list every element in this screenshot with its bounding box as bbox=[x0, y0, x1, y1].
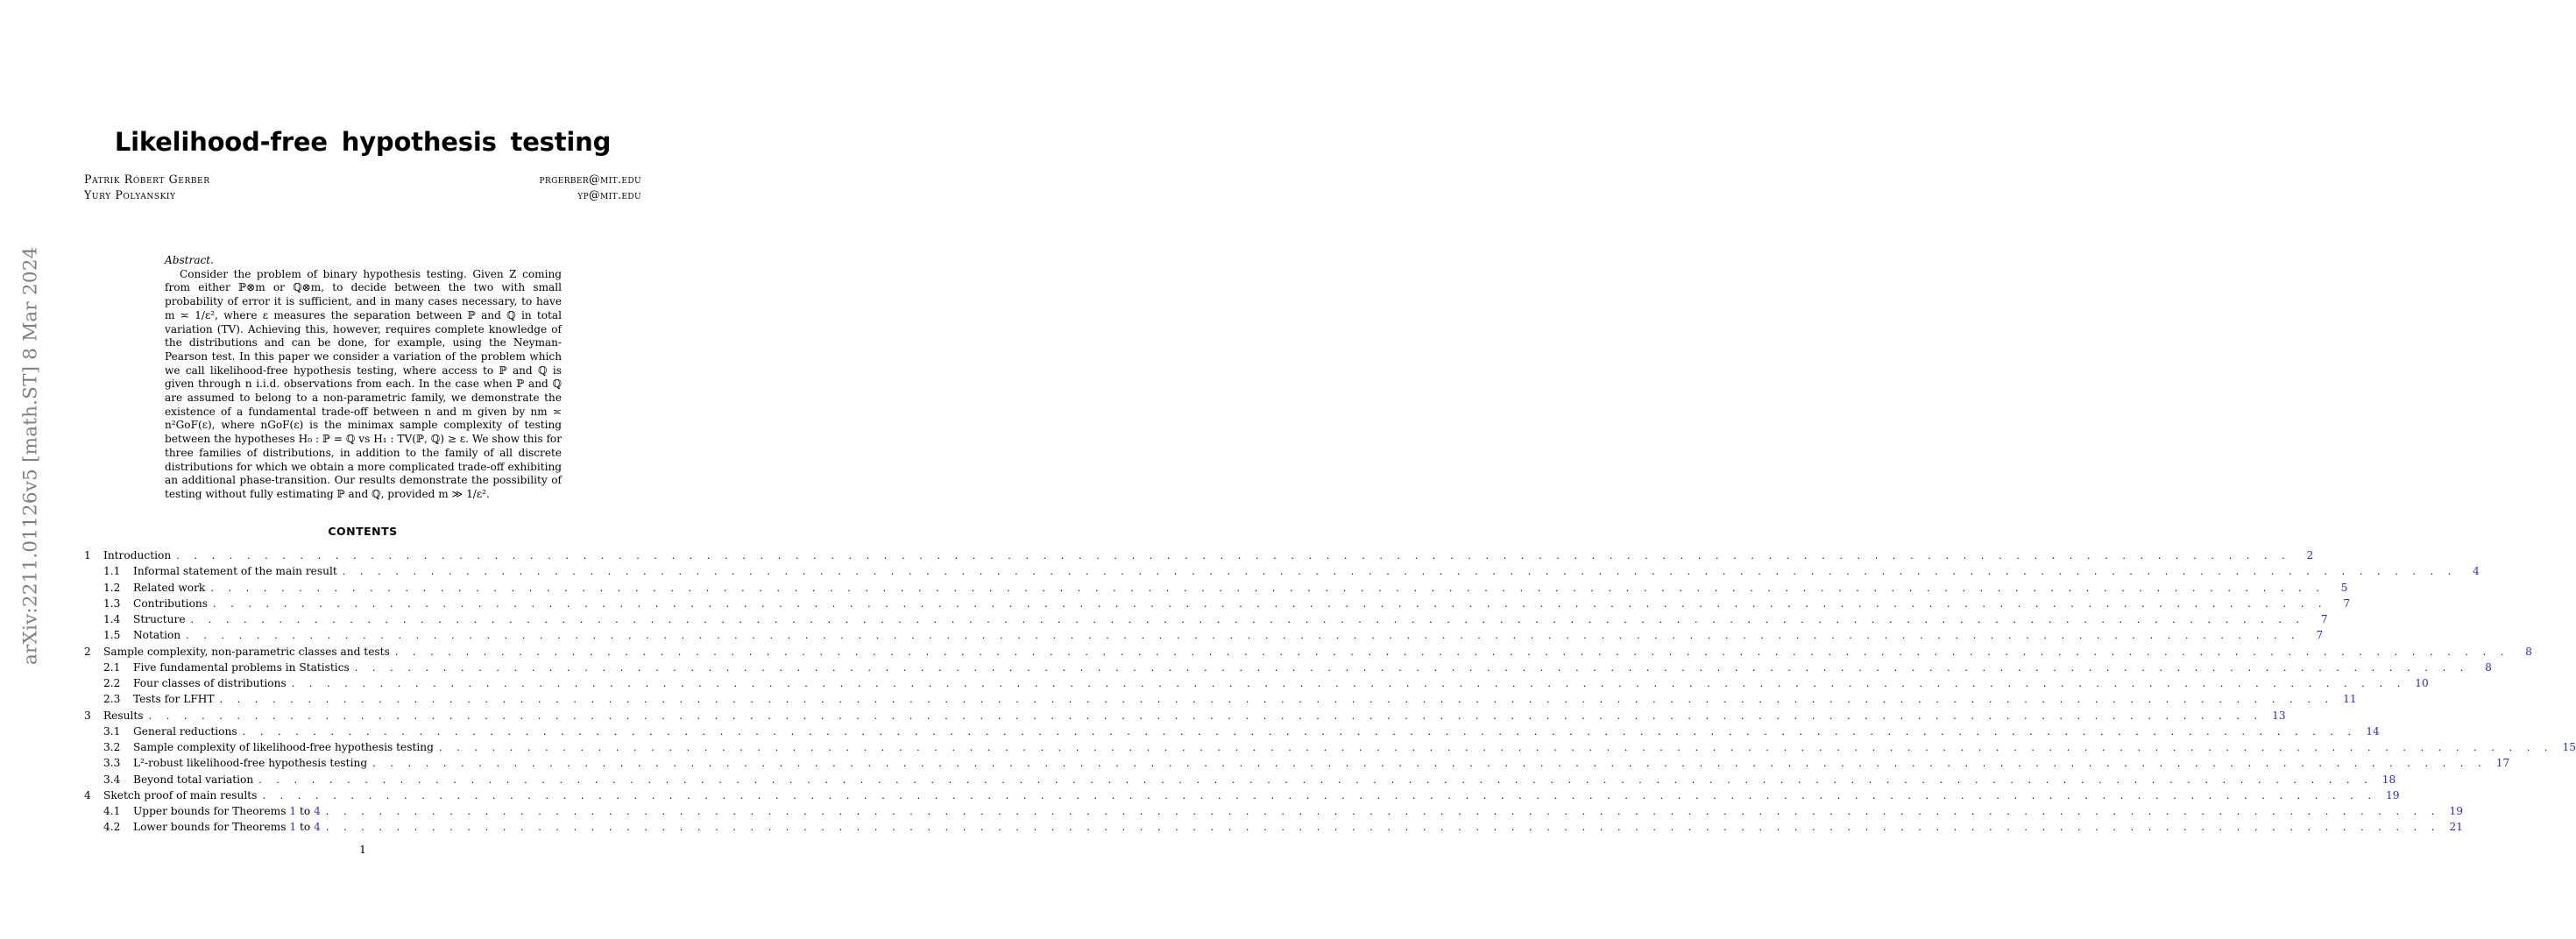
author-name-2-text: Yury Polyanskiy bbox=[84, 188, 176, 201]
toc-entry[interactable] bbox=[84, 580, 2348, 596]
author-name-1-text: Patrik Róbert Gerber bbox=[84, 173, 210, 186]
toc-leader-dots: . . . . . . . . . . . . . . . . . . . . . . . . . . . . . . . . . . . . . . . . . . . . . . . . . . . . . . . . . . . . . . . . . . . . . . . . . . . . . . . . . . . . . . . . . . . . . . . . . . . . . . . . . . . . . . . . . . . . . . . . bbox=[394, 646, 2509, 658]
toc-entry-number: 3.3 bbox=[103, 757, 121, 770]
toc-entry-page-link[interactable]: 4 bbox=[2473, 565, 2480, 578]
toc-entry-label[interactable]: Sample complexity, non-parametric classes and tests bbox=[103, 645, 390, 658]
toc-entry[interactable] bbox=[84, 772, 2396, 787]
toc-entry[interactable] bbox=[84, 627, 2324, 643]
toc-entry[interactable] bbox=[84, 787, 2400, 803]
toc-leader-dots: . . . . . . . . . . . . . . . . . . . . . . . . . . . . . . . . . . . . . . . . . . . . . . . . . . . . . . . . . . . . . . . . . . . . . . . . . . . . . . . . . . . . . . . . . . . . . . . . . . . . . . . . . . . . . . . . . . . . . . . . bbox=[210, 582, 2325, 594]
toc-entry-label[interactable]: Sample complexity of likelihood-free hypothesis testing bbox=[133, 741, 434, 753]
toc-entry-page-link[interactable]: 13 bbox=[2272, 709, 2286, 722]
toc-entry-page-link[interactable]: 19 bbox=[2386, 788, 2400, 801]
table-of-contents bbox=[84, 547, 2576, 836]
toc-entry-label[interactable]: General reductions bbox=[133, 724, 237, 738]
toc-entry-number: 1.3 bbox=[103, 597, 121, 610]
page-number: 1 bbox=[359, 843, 366, 856]
toc-entry-label[interactable] bbox=[133, 803, 326, 819]
theorem-link[interactable]: 1 bbox=[289, 821, 297, 834]
toc-leader-dots: . . . . . . . . . . . . . . . . . . . . . . . . . . . . . . . . . . . . . . . . . . . . . . . . . . . . . . . . . . . . . . . . . . . . . . . . . . . . . . . . . . . . . . . . . . . . . . . . . . . . . . . . . . . . . . . . . . . . . . . . bbox=[372, 758, 2488, 770]
toc-entry[interactable] bbox=[84, 596, 2351, 611]
toc-entry[interactable] bbox=[84, 644, 2532, 660]
toc-entry-page-link[interactable]: 2 bbox=[2306, 549, 2314, 561]
toc-entry-number: 1.4 bbox=[103, 613, 121, 625]
toc-entry[interactable] bbox=[84, 611, 2328, 627]
toc-entry-number: 2.3 bbox=[103, 693, 121, 706]
toc-entry-label[interactable]: Related work bbox=[133, 581, 206, 594]
toc-entry[interactable] bbox=[84, 739, 2576, 755]
toc-entry-label[interactable] bbox=[133, 819, 326, 835]
author-name-2 bbox=[84, 188, 176, 201]
toc-entry-number: 2 bbox=[84, 645, 91, 658]
toc-entry-page-link[interactable]: 17 bbox=[2495, 757, 2510, 770]
toc-entry-label-mid: to bbox=[300, 805, 311, 817]
toc-leader-dots: . . . . . . . . . . . . . . . . . . . . . . . . . . . . . . . . . . . . . . . . . . . . . . . . . . . . . . . . . . . . . . . . . . . . . . . . . . . . . . . . . . . . . . . . . . . . . . . . . . . . . . . . . . . . . . . . . . . . . . . . bbox=[186, 630, 2301, 642]
toc-entry-page-link[interactable]: 5 bbox=[2340, 581, 2348, 594]
toc-entry-label[interactable]: Structure bbox=[133, 613, 186, 625]
toc-entry-page-link[interactable]: 18 bbox=[2381, 773, 2396, 786]
toc-entry-page-link[interactable]: 7 bbox=[2343, 597, 2351, 610]
toc-entry-number: 1 bbox=[84, 549, 91, 561]
toc-leader-dots: . . . . . . . . . . . . . . . . . . . . . . . . . . . . . . . . . . . . . . . . . . . . . . . . . . . . . . . . . . . . . . . . . . . . . . . . . . . . . . . . . . . . . . . . . . . . . . . . . . . . . . . . . . . . . . . . . . . . . . . . bbox=[354, 661, 2469, 674]
toc-entry[interactable] bbox=[84, 708, 2286, 724]
arxiv-stamp: arXiv:2211.01126v5 [math.ST] 8 Mar 2024 bbox=[19, 246, 42, 665]
toc-entry[interactable] bbox=[84, 803, 2463, 819]
toc-entry-number: 3.1 bbox=[103, 724, 121, 738]
toc-entry[interactable] bbox=[84, 660, 2492, 675]
abstract bbox=[165, 254, 562, 502]
toc-entry-number: 2.1 bbox=[103, 660, 121, 674]
toc-entry-label[interactable]: Sketch proof of main results bbox=[103, 788, 258, 801]
toc-entry-label[interactable]: Four classes of distributions bbox=[133, 677, 287, 689]
toc-entry[interactable] bbox=[84, 724, 2380, 739]
toc-entry-number: 1.1 bbox=[103, 565, 121, 578]
toc-entry[interactable] bbox=[84, 691, 2357, 707]
toc-entry-number: 2.2 bbox=[103, 677, 121, 689]
toc-entry-label[interactable]: L²-robust likelihood-free hypothesis testing bbox=[133, 757, 368, 770]
toc-entry-page-link[interactable]: 8 bbox=[2485, 660, 2492, 674]
toc-entry[interactable] bbox=[84, 563, 2480, 579]
toc-entry-page-link[interactable]: 7 bbox=[2320, 613, 2328, 625]
toc-entry-label-text: Upper bounds for Theorems bbox=[133, 805, 287, 817]
toc-entry-label[interactable]: Five fundamental problems in Statistics bbox=[133, 660, 350, 674]
toc-leader-dots: . . . . . . . . . . . . . . . . . . . . . . . . . . . . . . . . . . . . . . . . . . . . . . . . . . . . . . . . . . . . . . . . . . . . . . . . . . . . . . . . . . . . . . . . . . . . . . . . . . . . . . . . . . . . . . . . . . . . . . . . bbox=[342, 566, 2457, 578]
toc-entry[interactable] bbox=[84, 819, 2463, 835]
toc-entry-label[interactable]: Beyond total variation bbox=[133, 773, 254, 786]
toc-leader-dots: . . . . . . . . . . . . . . . . . . . . . . . . . . . . . . . . . . . . . . . . . . . . . . . . . . . . . . . . . . . . . . . . . . . . . . . . . . . . . . . . . . . . . . . . . . . . . . . . . . . . . . . . . . . . . . . . . . . . . . . . bbox=[325, 822, 2440, 834]
paper-title: Likelihood-free hypothesis testing bbox=[114, 127, 612, 157]
toc-entry-number: 4.2 bbox=[103, 821, 121, 834]
toc-entry-page-link[interactable]: 8 bbox=[2525, 645, 2532, 658]
toc-entry-number: 1.2 bbox=[103, 581, 121, 594]
toc-entry-page-link[interactable]: 15 bbox=[2562, 741, 2576, 753]
toc-leader-dots: . . . . . . . . . . . . . . . . . . . . . . . . . . . . . . . . . . . . . . . . . . . . . . . . . . . . . . . . . . . . . . . . . . . . . . . . . . . . . . . . . . . . . . . . . . . . . . . . . . . . . . . . . . . . . . . . . . . . . . . . bbox=[438, 742, 2554, 753]
toc-entry-number: 3.2 bbox=[103, 741, 121, 753]
toc-leader-dots: . . . . . . . . . . . . . . . . . . . . . . . . . . . . . . . . . . . . . . . . . . . . . . . . . . . . . . . . . . . . . . . . . . . . . . . . . . . . . . . . . . . . . . . . . . . . . . . . . . . . . . . . . . . . . . . . . . . . . . . . bbox=[242, 725, 2357, 738]
toc-entry-page-link[interactable]: 19 bbox=[2449, 805, 2463, 817]
toc-entry-label-mid: to bbox=[300, 821, 311, 834]
toc-entry-label[interactable]: Introduction bbox=[103, 549, 172, 561]
author-email-1-text[interactable]: prgerber@mit.edu bbox=[539, 173, 641, 186]
toc-leader-dots: . . . . . . . . . . . . . . . . . . . . . . . . . . . . . . . . . . . . . . . . . . . . . . . . . . . . . . . . . . . . . . . . . . . . . . . . . . . . . . . . . . . . . . . . . . . . . . . . . . . . . . . . . . . . . . . . . . . . . . . . bbox=[213, 597, 2328, 610]
toc-entry-label[interactable]: Notation bbox=[133, 629, 181, 642]
toc-entry-number: 3.4 bbox=[103, 773, 121, 786]
toc-entry-number: 3 bbox=[84, 709, 91, 722]
toc-leader-dots: . . . . . . . . . . . . . . . . . . . . . . . . . . . . . . . . . . . . . . . . . . . . . . . . . . . . . . . . . . . . . . . . . . . . . . . . . . . . . . . . . . . . . . . . . . . . . . . . . . . . . . . . . . . . . . . . . . . . . . . . bbox=[190, 614, 2305, 625]
author-email-1[interactable] bbox=[540, 173, 641, 186]
contents-heading: CONTENTS bbox=[328, 525, 398, 538]
toc-leader-dots: . . . . . . . . . . . . . . . . . . . . . . . . . . . . . . . . . . . . . . . . . . . . . . . . . . . . . . . . . . . . . . . . . . . . . . . . . . . . . . . . . . . . . . . . . . . . . . . . . . . . . . . . . . . . . . . . . . . . . . . . bbox=[291, 678, 2406, 689]
toc-leader-dots: . . . . . . . . . . . . . . . . . . . . . . . . . . . . . . . . . . . . . . . . . . . . . . . . . . . . . . . . . . . . . . . . . . . . . . . . . . . . . . . . . . . . . . . . . . . . . . . . . . . . . . . . . . . . . . . . . . . . . . . . bbox=[219, 694, 2334, 706]
toc-entry[interactable] bbox=[84, 755, 2510, 771]
abstract-body: Consider the problem of binary hypothesis testing. Given Z coming from either ℙ⊗m or ℚ⊗m, to decide between the two with small probability of error it is sufficient, and in many cases necessary, to have m ≍ 1/ε², where ε measures the separation between ℙ and ℚ in total variation (TV). Achieving this, however, requires complete knowledge of the distributions and can be done, for example, using the Neyman-Pearson test. In this paper we consider a variation of the problem which we call likelihood-free hypothesis testing, where access to ℙ and ℚ is given through n i.i.d. observations from each. In the case when ℙ and ℚ are assumed to belong to a non-parametric family, we demonstrate the existence of a fundamental trade-off between n and m given by nm ≍ n²GoF(ε), where nGoF(ε) is the minimax sample complexity of testing between the hypotheses H₀ : ℙ = ℚ vs H₁ : TV(ℙ, ℚ) ≥ ε. We show this for three families of distributions, in addition to the family of all discrete distributions for which we obtain a more complicated trade-off exhibiting an additional phase-transition. Our results demonstrate the possibility of testing without fully estimating ℙ and ℚ, provided m ≫ 1/ε². bbox=[165, 267, 562, 500]
theorem-link[interactable]: 4 bbox=[314, 805, 321, 817]
author-email-2-text[interactable]: yp@mit.edu bbox=[577, 188, 641, 201]
toc-entry-page-link[interactable]: 10 bbox=[2415, 677, 2429, 689]
toc-leader-dots: . . . . . . . . . . . . . . . . . . . . . . . . . . . . . . . . . . . . . . . . . . . . . . . . . . . . . . . . . . . . . . . . . . . . . . . . . . . . . . . . . . . . . . . . . . . . . . . . . . . . . . . . . . . . . . . . . . . . . . . . bbox=[176, 550, 2291, 561]
toc-entry-page-link[interactable]: 14 bbox=[2366, 724, 2380, 738]
toc-entry-label[interactable]: Informal statement of the main result bbox=[133, 565, 337, 578]
theorem-link[interactable]: 1 bbox=[289, 805, 297, 817]
toc-leader-dots: . . . . . . . . . . . . . . . . . . . . . . . . . . . . . . . . . . . . . . . . . . . . . . . . . . . . . . . . . . . . . . . . . . . . . . . . . . . . . . . . . . . . . . . . . . . . . . . . . . . . . . . . . . . . . . . . . . . . . . . . bbox=[325, 806, 2440, 817]
toc-entry-label[interactable]: Tests for LFHT bbox=[133, 693, 215, 706]
toc-leader-dots: . . . . . . . . . . . . . . . . . . . . . . . . . . . . . . . . . . . . . . . . . . . . . . . . . . . . . . . . . . . . . . . . . . . . . . . . . . . . . . . . . . . . . . . . . . . . . . . . . . . . . . . . . . . . . . . . . . . . . . . . bbox=[258, 773, 2374, 786]
toc-leader-dots: . . . . . . . . . . . . . . . . . . . . . . . . . . . . . . . . . . . . . . . . . . . . . . . . . . . . . . . . . . . . . . . . . . . . . . . . . . . . . . . . . . . . . . . . . . . . . . . . . . . . . . . . . . . . . . . . . . . . . . . . bbox=[148, 710, 2263, 722]
toc-entry-label[interactable]: Contributions bbox=[133, 597, 209, 610]
abstract-heading: Abstract. bbox=[165, 254, 215, 266]
toc-leader-dots: . . . . . . . . . . . . . . . . . . . . . . . . . . . . . . . . . . . . . . . . . . . . . . . . . . . . . . . . . . . . . . . . . . . . . . . . . . . . . . . . . . . . . . . . . . . . . . . . . . . . . . . . . . . . . . . . . . . . . . . . bbox=[262, 789, 2377, 801]
author-email-2[interactable] bbox=[577, 188, 641, 201]
toc-entry-number: 4.1 bbox=[103, 805, 121, 817]
toc-entry-page-link[interactable]: 11 bbox=[2343, 693, 2357, 706]
toc-entry-label[interactable]: Results bbox=[103, 709, 144, 722]
author-name-1 bbox=[84, 173, 210, 186]
toc-entry[interactable] bbox=[84, 675, 2429, 691]
toc-entry-page-link[interactable]: 21 bbox=[2449, 821, 2463, 834]
toc-entry[interactable] bbox=[84, 547, 2314, 563]
toc-entry-page-link[interactable]: 7 bbox=[2316, 629, 2324, 642]
theorem-link[interactable]: 4 bbox=[314, 821, 321, 834]
toc-entry-number: 4 bbox=[84, 788, 91, 801]
toc-entry-label-text: Lower bounds for Theorems bbox=[133, 821, 287, 834]
toc-entry-number: 1.5 bbox=[103, 629, 121, 642]
